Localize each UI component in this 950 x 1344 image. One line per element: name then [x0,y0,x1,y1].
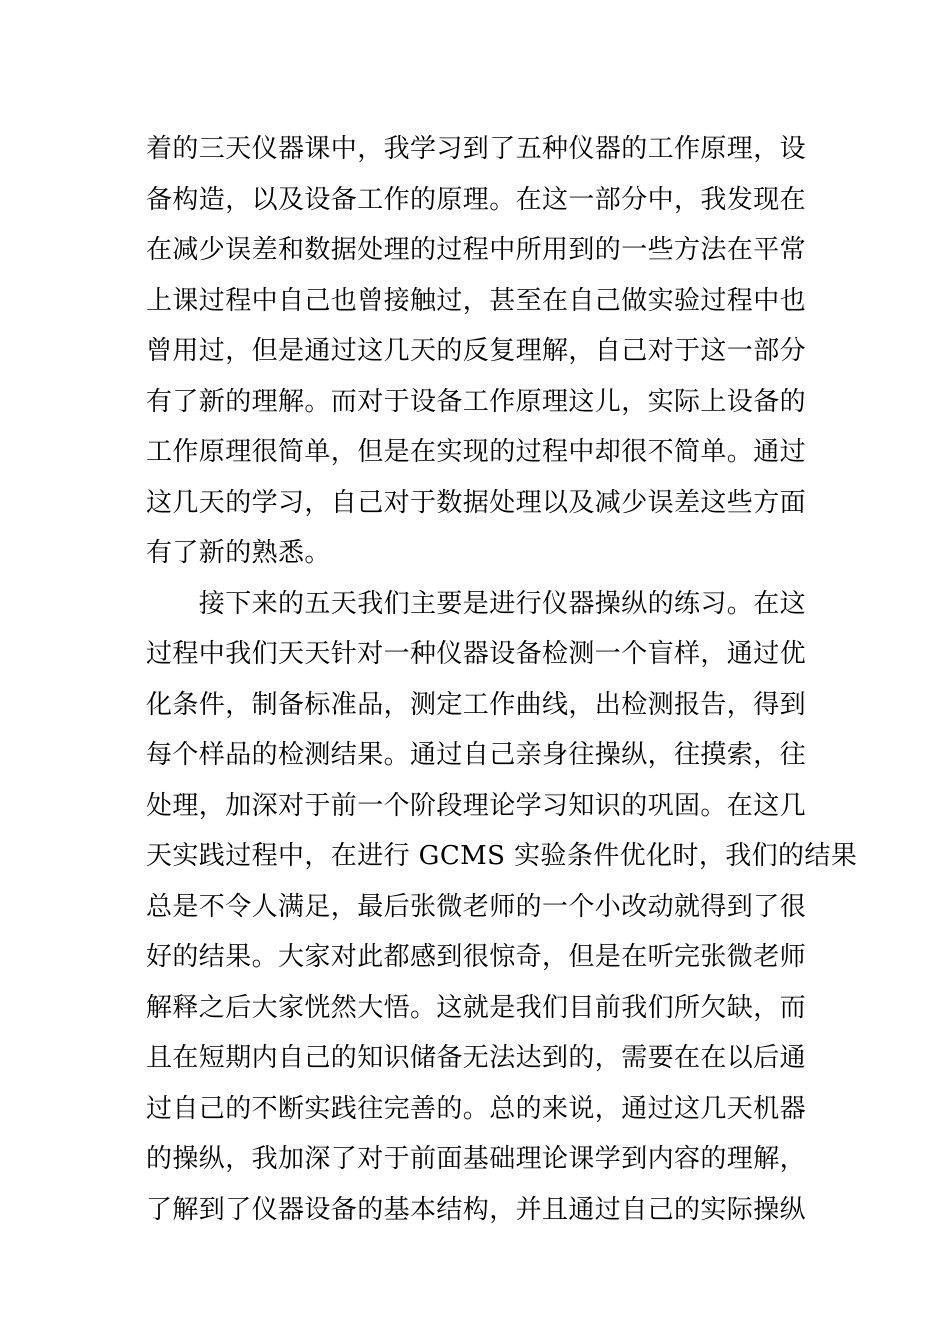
text-line: 备构造，以及设备工作的原理。在这一部分中，我发现在 [146,184,807,215]
text-line: 曾用过，但是通过这几天的反复理解，自己对于这一部分 [146,336,807,366]
text-line: 上课过程中自己也曾接触过，甚至在自己做实验过程中也 [146,285,807,316]
text-line: 过程中我们天天针对一种仪器设备检测一个盲样，通过优 [146,639,807,669]
text-line: 解释之后大家恍然大悟。这就是我们目前我们所欠缺，而 [146,992,807,1023]
text-line: 的操纵，我加深了对于前面基础理论课学到内容的理解， [146,1144,807,1174]
text-line: 好的结果。大家对此都感到很惊奇，但是在听完张微老师 [146,942,807,972]
text-line: 处理，加深对于前一个阶段理论学习知识的巩固。在这几 [146,790,807,821]
text-line: 这几天的学习，自己对于数据处理以及减少误差这些方面 [146,487,807,518]
text-line: 化条件，制备标准品，测定工作曲线，出检测报告，得到 [146,689,807,720]
text-line: 工作原理很简单，但是在实现的过程中却很不简单。通过 [146,437,807,467]
text-line: 过自己的不断实践往完善的。总的来说，通过这几天机器 [146,1093,807,1124]
text-line: 有了新的熟悉。 [146,538,331,568]
text-line: 着的三天仪器课中，我学习到了五种仪器的工作原理，设 [146,134,807,164]
text-line: 天实践过程中，在进行 GCMS 实验条件优化时，我们的结果 [146,841,858,871]
text-line: 了解到了仪器设备的基本结构，并且通过自己的实际操纵 [146,1194,807,1225]
text-line: 在减少误差和数据处理的过程中所用到的一些方法在平常 [146,235,807,265]
text-line: 总是不令人满足，最后张微老师的一个小改动就得到了很 [146,891,807,922]
text-line: 有了新的理解。而对于设备工作原理这儿，实际上设备的 [146,386,807,417]
text-line: 接下来的五天我们主要是进行仪器操纵的练习。在这 [146,588,807,619]
text-line: 每个样品的检测结果。通过自己亲身往操纵，往摸索，往 [146,740,807,770]
text-line: 且在短期内自己的知识储备无法达到的，需要在在以后通 [146,1043,807,1073]
body-text [146,124,858,1235]
